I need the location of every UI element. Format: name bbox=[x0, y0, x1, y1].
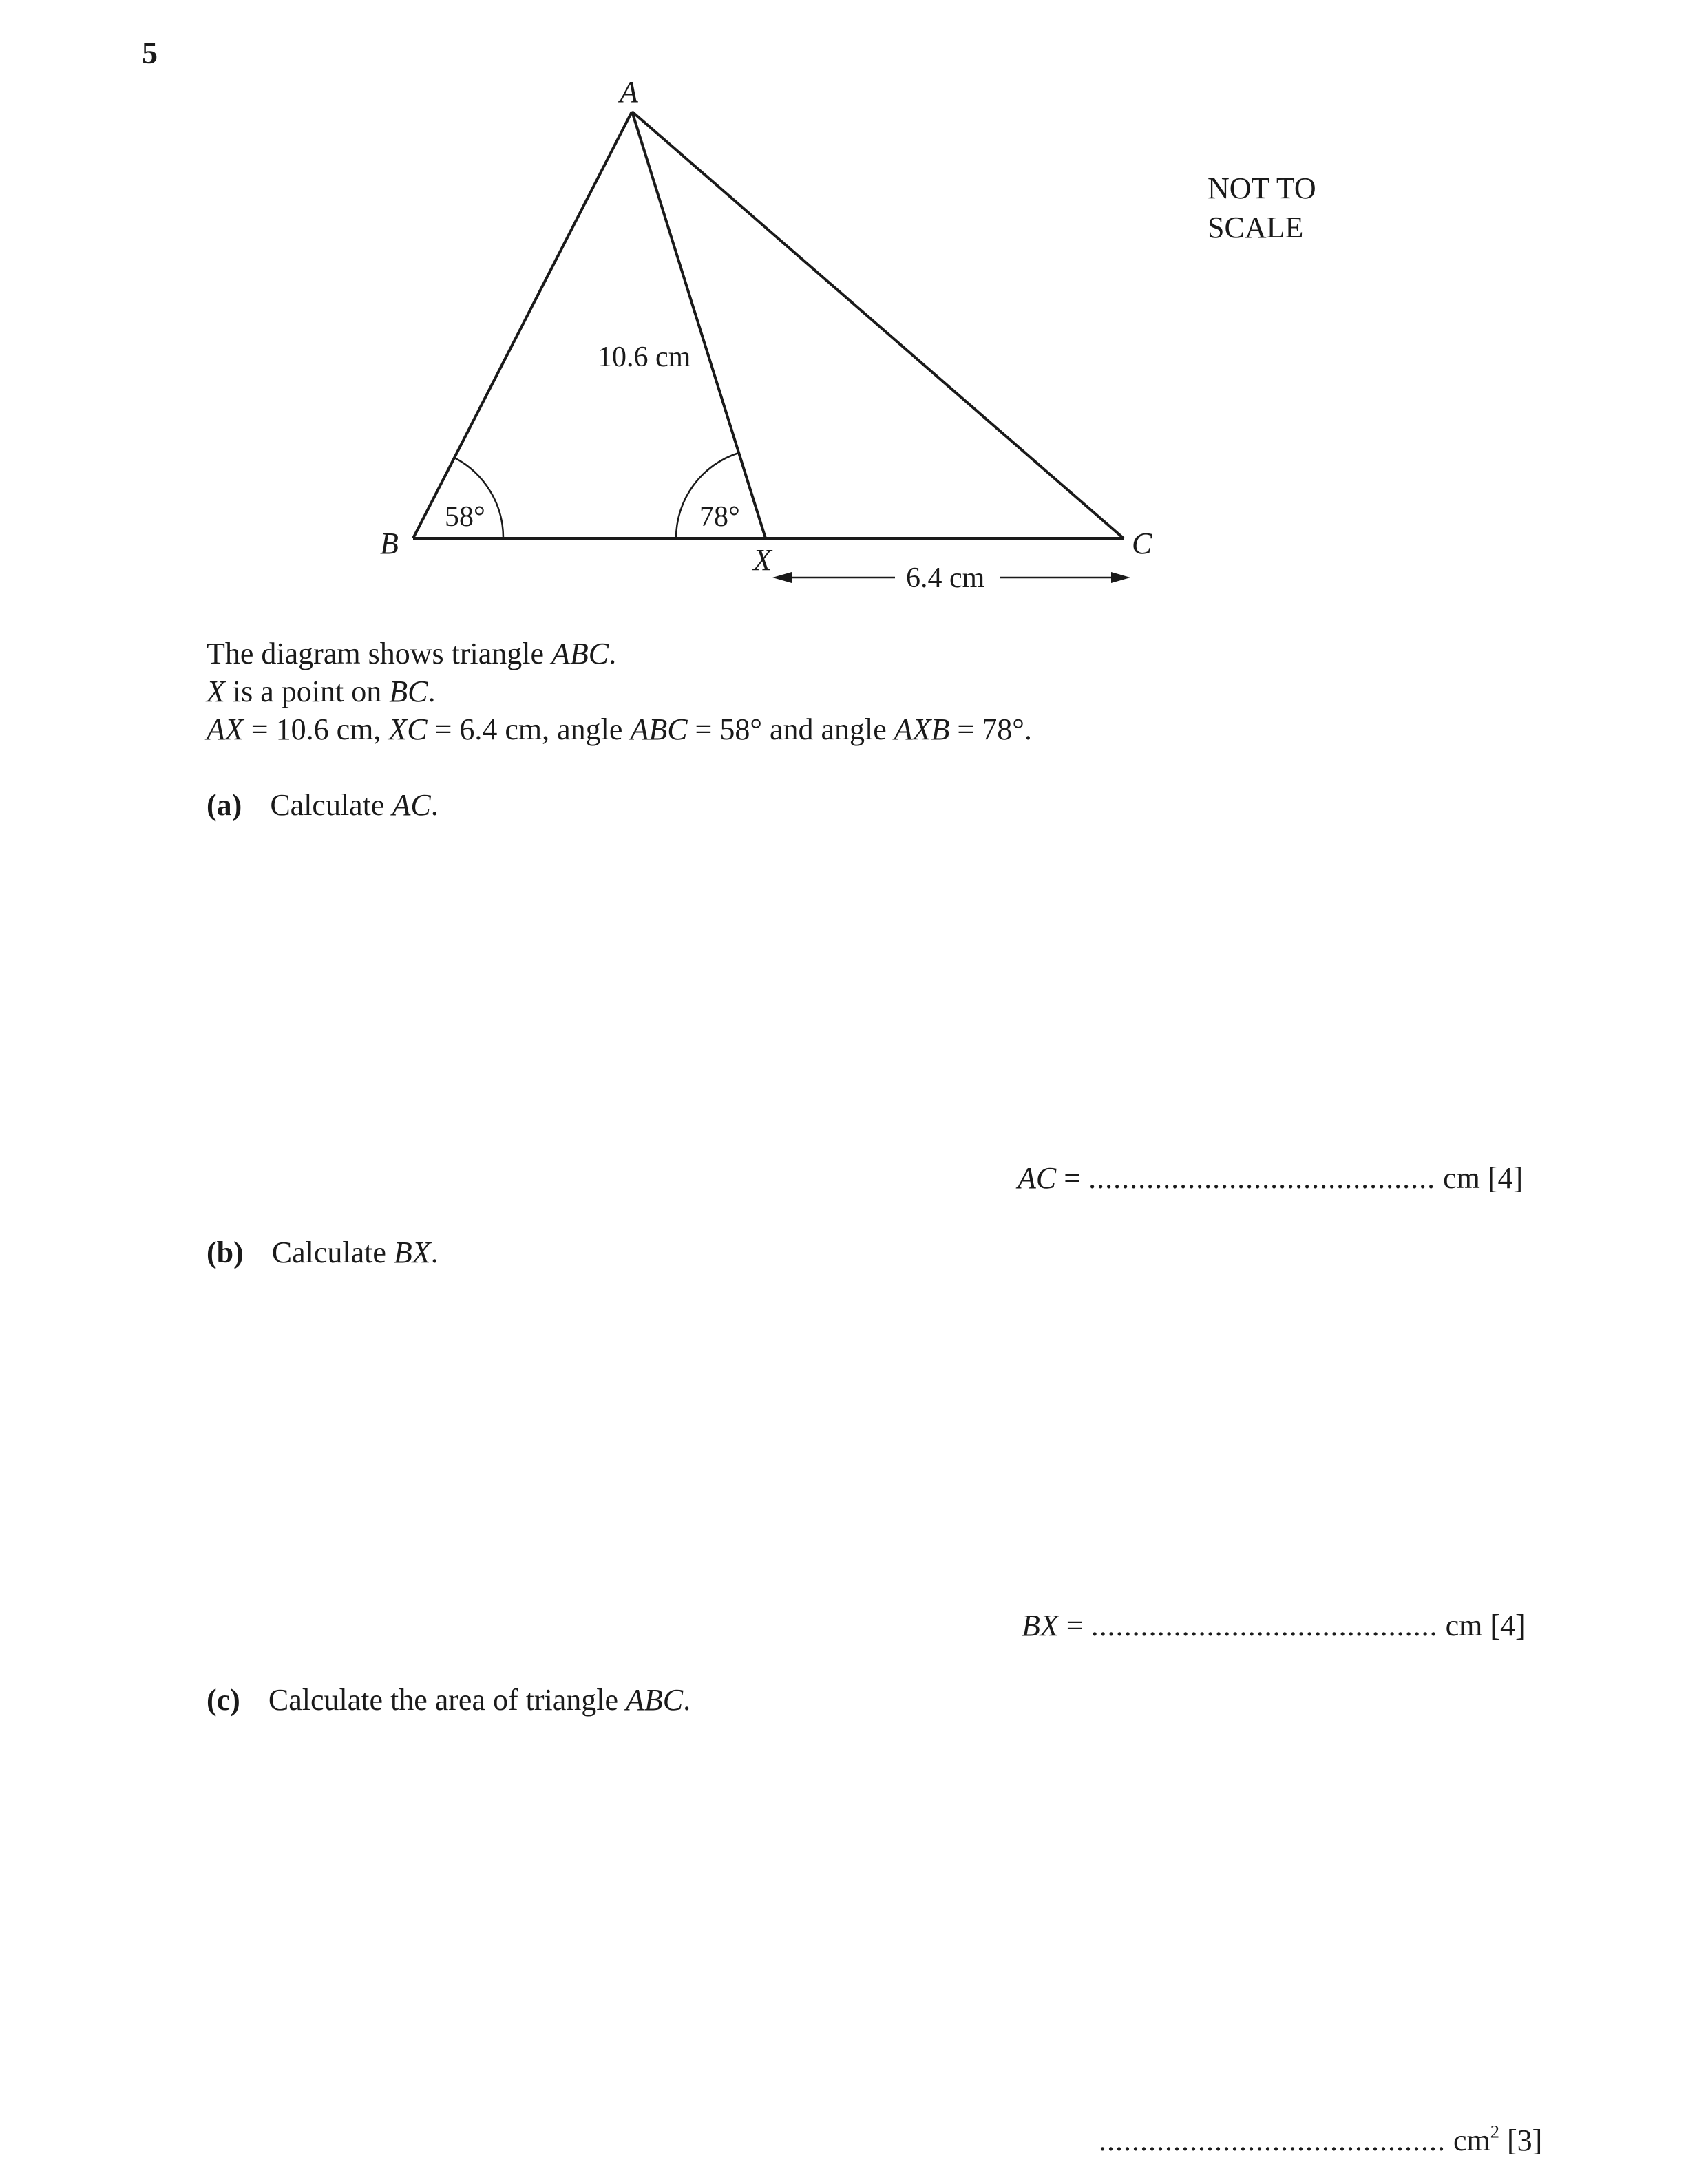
answer-b-equals: = bbox=[1058, 1609, 1091, 1642]
part-a-label: (a) bbox=[207, 788, 242, 822]
part-c-target: ABC bbox=[626, 1683, 684, 1717]
vertex-label-c: C bbox=[1132, 527, 1152, 560]
answer-a-equals: = bbox=[1056, 1161, 1089, 1195]
segment-ax: AX bbox=[207, 712, 244, 746]
not-to-scale-line2: SCALE bbox=[1208, 211, 1304, 244]
stem-text: is a point on bbox=[224, 675, 390, 708]
answer-b-field[interactable]: .......................................... bbox=[1090, 1609, 1438, 1642]
vertex-label-a: A bbox=[620, 75, 638, 109]
question-number: 5 bbox=[142, 35, 158, 70]
punctuation: . bbox=[430, 788, 439, 822]
arrowhead-left bbox=[772, 572, 792, 583]
segment-ax bbox=[632, 112, 766, 538]
point-name: X bbox=[207, 675, 225, 708]
punctuation: . bbox=[428, 675, 436, 708]
angle-axb: AXB bbox=[894, 712, 950, 746]
punctuation: . bbox=[683, 1683, 691, 1717]
answer-a-label: AC bbox=[1018, 1161, 1057, 1195]
stem-text: = 58° and angle bbox=[687, 712, 894, 746]
answer-a-marks: [4] bbox=[1487, 1161, 1524, 1195]
segment-xc: XC bbox=[388, 712, 428, 746]
punctuation: . bbox=[430, 1236, 439, 1269]
length-ax-label: 10.6 cm bbox=[598, 341, 691, 373]
answer-a-field[interactable]: .......................................... bbox=[1088, 1161, 1436, 1195]
part-c-label: (c) bbox=[207, 1683, 240, 1717]
answer-b-label: BX bbox=[1022, 1609, 1059, 1642]
side-ab bbox=[413, 112, 632, 538]
vertex-label-x: X bbox=[753, 543, 772, 577]
stem-text: = 10.6 cm, bbox=[243, 712, 389, 746]
arrowhead-right bbox=[1111, 572, 1130, 583]
stem-line-1 bbox=[207, 635, 616, 673]
part-b-target: BX bbox=[393, 1236, 431, 1269]
length-xc-label: 6.4 cm bbox=[906, 562, 985, 594]
answer-c-field[interactable]: .......................................... bbox=[1099, 2124, 1446, 2157]
part-b-label: (b) bbox=[207, 1236, 244, 1269]
answer-c-marks: [3] bbox=[1506, 2124, 1543, 2157]
part-b-question bbox=[207, 1233, 439, 1272]
stem-line-3 bbox=[207, 710, 1032, 749]
triangle-name: ABC bbox=[551, 637, 609, 670]
part-a-text: Calculate bbox=[270, 788, 392, 822]
answer-a-unit: cm bbox=[1443, 1161, 1480, 1195]
part-c-question bbox=[207, 1681, 690, 1719]
stem-text: = 6.4 cm, angle bbox=[427, 712, 631, 746]
part-a-answer-line bbox=[1018, 1159, 1523, 1198]
answer-c-unit-power: 2 bbox=[1490, 2121, 1499, 2142]
triangle-diagram bbox=[0, 0, 1708, 620]
angle-x-label: 78° bbox=[699, 501, 740, 533]
part-b-text: Calculate bbox=[271, 1236, 394, 1269]
answer-c-unit-base: cm bbox=[1453, 2124, 1490, 2157]
angle-abc: ABC bbox=[630, 712, 688, 746]
punctuation: . bbox=[609, 637, 617, 670]
segment-name: BC bbox=[389, 675, 428, 708]
side-ac bbox=[632, 112, 1124, 538]
angle-b-label: 58° bbox=[445, 501, 485, 533]
part-c-text: Calculate the area of triangle bbox=[268, 1683, 626, 1717]
not-to-scale-line1: NOT TO bbox=[1208, 171, 1316, 205]
stem-text: = 78°. bbox=[949, 712, 1032, 746]
stem-text: The diagram shows triangle bbox=[207, 637, 551, 670]
part-c-answer-line bbox=[1099, 2121, 1542, 2160]
part-a-question bbox=[207, 786, 439, 825]
part-b-answer-line bbox=[1022, 1607, 1526, 1645]
answer-c-unit bbox=[1453, 2121, 1499, 2157]
answer-b-unit: cm bbox=[1445, 1609, 1483, 1642]
stem-line-2 bbox=[207, 673, 435, 711]
part-a-target: AC bbox=[392, 788, 431, 822]
answer-b-marks: [4] bbox=[1490, 1609, 1526, 1642]
vertex-label-b: B bbox=[380, 527, 399, 560]
